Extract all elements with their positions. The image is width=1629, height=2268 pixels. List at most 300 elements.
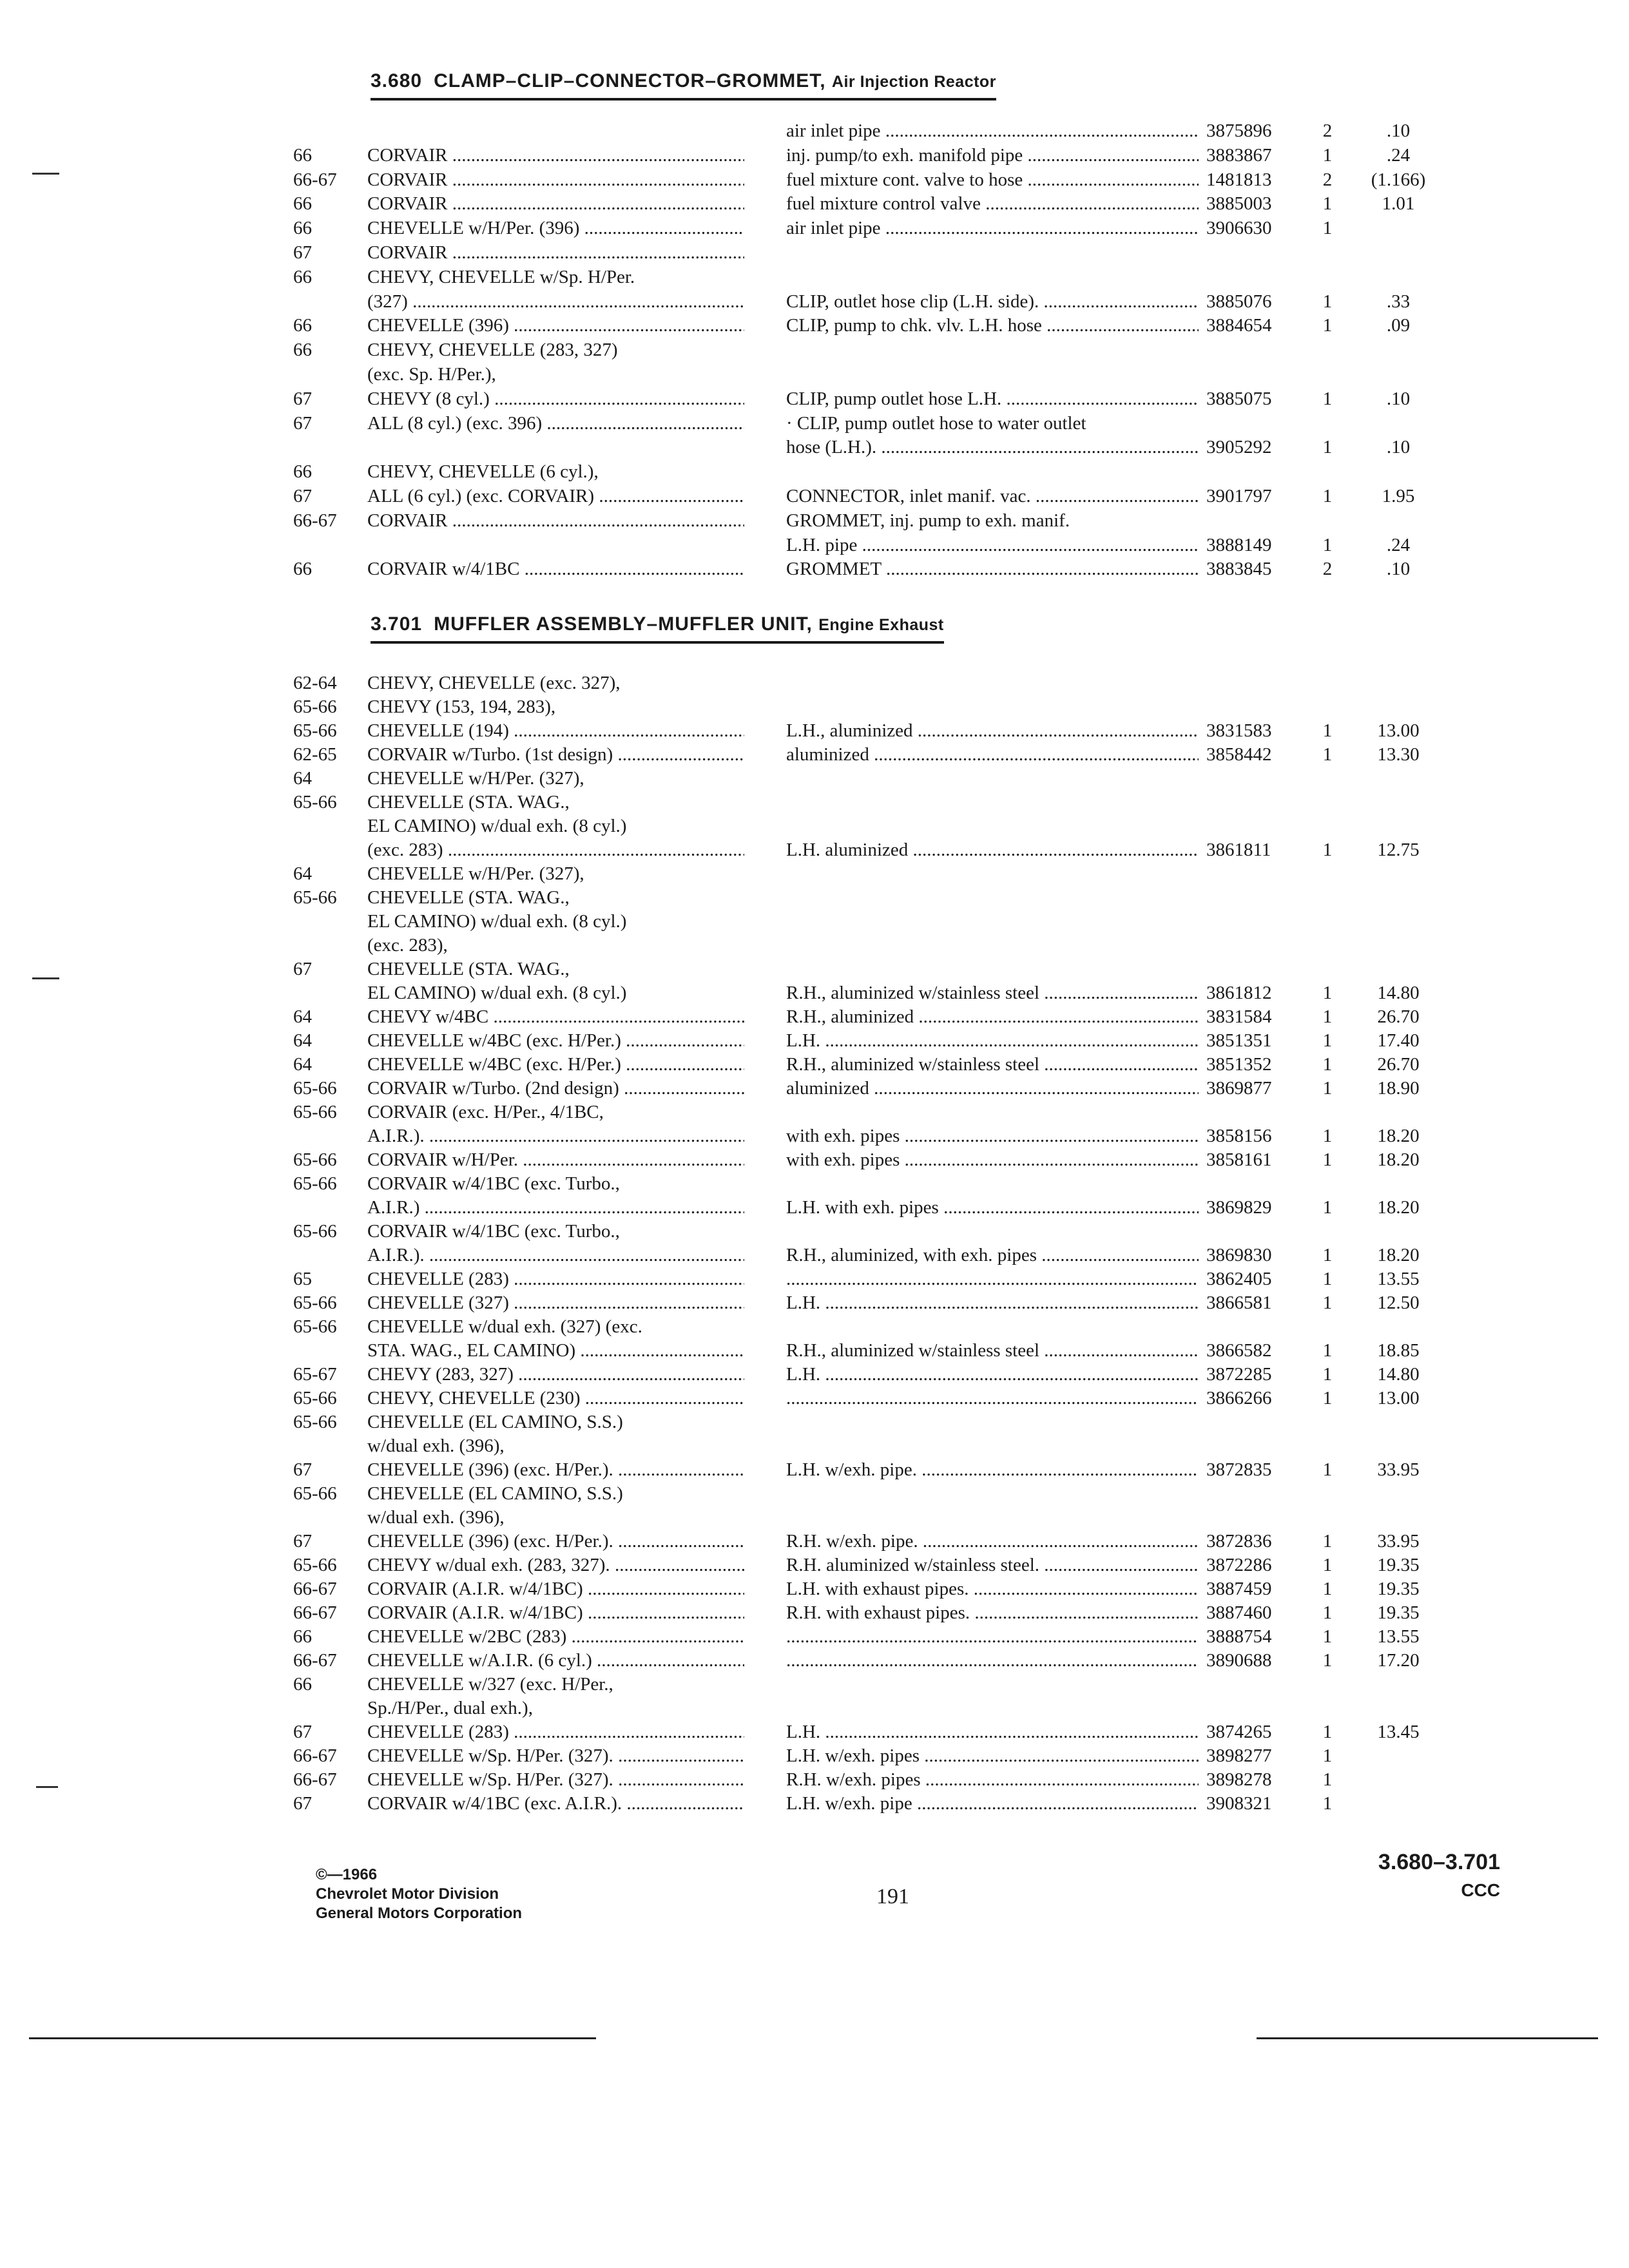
description-cell [786, 1267, 1199, 1291]
description-cell [786, 1648, 1199, 1673]
description-cell: inj. pump/to exh. manifold pipe ..... [786, 143, 1199, 168]
year-cell: 65-66 [293, 1483, 337, 1504]
quantity-cell: 1 [1322, 1149, 1333, 1170]
model-cell: CHEVY, CHEVELLE (6 cyl.), [367, 461, 599, 483]
price-cell: 13.55 [1377, 1626, 1420, 1647]
table-row [0, 1505, 1629, 1530]
description-cell: · CLIP, pump outlet hose to water outlet [786, 412, 1086, 434]
table-row [0, 1314, 1629, 1339]
year-cell: 65-66 [293, 1149, 337, 1170]
table-row [0, 1076, 1629, 1100]
model-cell: CHEVY, CHEVELLE w/Sp. H/Per. [367, 266, 635, 287]
price-cell: 1.95 [1382, 486, 1415, 506]
year-cell: 65-66 [293, 1173, 337, 1194]
quantity-cell: 1 [1322, 1197, 1333, 1218]
price-cell: 14.80 [1377, 983, 1420, 1003]
quantity-cell: 1 [1322, 1293, 1333, 1313]
section-heading: CLAMP–CLIP–CONNECTOR–GROMMET, [434, 70, 826, 91]
part-number-cell: 3866581 [1206, 1293, 1272, 1313]
table-row [0, 1577, 1629, 1601]
table-row [0, 1028, 1629, 1053]
quantity-cell: 1 [1322, 1626, 1333, 1647]
model-cell: (exc. 283) ..... [367, 838, 744, 862]
part-number-cell: 1481813 [1206, 169, 1272, 190]
model-cell: CHEVY (8 cyl.) ..... [367, 387, 744, 411]
part-number-cell: 3872285 [1206, 1364, 1272, 1385]
price-cell: .24 [1386, 534, 1411, 555]
quantity-cell: 1 [1322, 1555, 1333, 1575]
price-cell: (1.166) [1371, 169, 1426, 190]
part-number-cell: 3887459 [1206, 1579, 1272, 1599]
description-cell: R.H., aluminized ..... [786, 1004, 1199, 1029]
table-row [0, 411, 1629, 436]
model-cell: CHEVELLE w/A.I.R. (6 cyl.) ..... [367, 1648, 744, 1673]
table-row [0, 1362, 1629, 1387]
year-cell: 66-67 [293, 1745, 337, 1766]
model-cell: CHEVELLE (EL CAMINO, S.S.) [367, 1483, 623, 1504]
price-cell: 26.70 [1377, 1054, 1420, 1075]
description-cell: R.H. w/exh. pipe. ..... [786, 1529, 1199, 1553]
table-row [0, 459, 1629, 484]
model-cell: CORVAIR ..... [367, 240, 744, 265]
model-cell: CORVAIR (A.I.R. w/4/1BC) ..... [367, 1577, 744, 1601]
price-cell: 18.20 [1377, 1126, 1420, 1146]
table-row [0, 861, 1629, 886]
description-cell [786, 1624, 1199, 1649]
quantity-cell: 1 [1322, 193, 1333, 215]
description-cell [786, 1386, 1199, 1410]
model-cell: Sp./H/Per., dual exh.), [367, 1698, 533, 1718]
price-cell: 19.35 [1377, 1579, 1420, 1599]
quantity-cell: 1 [1322, 486, 1333, 506]
price-cell: 33.95 [1377, 1531, 1420, 1552]
table-row [0, 838, 1629, 862]
model-cell: CHEVELLE w/Sp. H/Per. (327). ..... [367, 1744, 744, 1768]
price-cell: .24 [1386, 144, 1411, 166]
price-cell: 12.50 [1377, 1293, 1420, 1313]
table-row [0, 1148, 1629, 1172]
table-row [0, 766, 1629, 791]
year-cell: 64 [293, 768, 312, 789]
year-cell: 66 [293, 218, 312, 239]
table-row [0, 933, 1629, 957]
year-cell: 65-66 [293, 1388, 337, 1408]
description-cell: L.H. aluminized ..... [786, 838, 1199, 862]
model-cell: ALL (8 cyl.) (exc. 396) ..... [367, 411, 744, 436]
price-cell: 18.20 [1377, 1245, 1420, 1265]
model-cell: CORVAIR ..... [367, 191, 744, 216]
table-row [0, 289, 1629, 314]
description-cell: L.H. with exh. pipes ..... [786, 1195, 1199, 1220]
description-cell: L.H. w/exh. pipe. ..... [786, 1457, 1199, 1482]
table-row [0, 718, 1629, 743]
part-number-cell: 3885003 [1206, 193, 1272, 215]
part-number-cell: 3858156 [1206, 1126, 1272, 1146]
table-row [0, 1648, 1629, 1673]
price-cell: 14.80 [1377, 1364, 1420, 1385]
price-cell: 26.70 [1377, 1006, 1420, 1027]
year-cell: 67 [293, 1459, 312, 1480]
quantity-cell: 1 [1322, 144, 1333, 166]
model-cell: w/dual exh. (396), [367, 1436, 505, 1456]
model-cell: CHEVY (153, 194, 283), [367, 697, 556, 717]
section-title [371, 64, 996, 101]
year-cell: 67 [293, 1793, 312, 1814]
part-number-cell: 3883845 [1206, 559, 1272, 580]
year-cell: 64 [293, 863, 312, 884]
description-cell: R.H., aluminized w/stainless steel ..... [786, 981, 1199, 1005]
description-cell: R.H. w/exh. pipes ..... [786, 1767, 1199, 1792]
model-cell: CHEVELLE (396) ..... [367, 313, 744, 338]
part-number-cell: 3890688 [1206, 1650, 1272, 1671]
year-cell: 67 [293, 486, 312, 506]
quantity-cell: 2 [1322, 120, 1333, 141]
year-cell: 66 [293, 1674, 312, 1695]
table-row [0, 1052, 1629, 1077]
model-cell: w/dual exh. (396), [367, 1507, 505, 1528]
table-row [0, 1171, 1629, 1196]
model-cell: CHEVELLE w/H/Per. (327), [367, 768, 584, 789]
table-row [0, 1410, 1629, 1434]
quantity-cell: 1 [1322, 983, 1333, 1003]
quantity-cell: 1 [1322, 1579, 1333, 1599]
model-cell: CORVAIR w/4/1BC (exc. Turbo., [367, 1221, 620, 1242]
model-cell: CHEVELLE (STA. WAG., [367, 792, 570, 812]
quantity-cell: 1 [1322, 437, 1333, 458]
part-number-cell: 3908321 [1206, 1793, 1272, 1814]
table-row [0, 909, 1629, 934]
model-cell: CHEVELLE w/H/Per. (396) ..... [367, 216, 744, 240]
model-cell: CORVAIR w/4/1BC (exc. Turbo., [367, 1173, 620, 1194]
division-name: Chevrolet Motor Division [316, 1885, 499, 1903]
part-number-cell: 3861812 [1206, 983, 1272, 1003]
year-cell: 65-66 [293, 1102, 337, 1122]
price-cell: 18.20 [1377, 1149, 1420, 1170]
part-number-cell: 3861811 [1206, 840, 1271, 860]
description-cell: air inlet pipe ..... [786, 119, 1199, 143]
quantity-cell: 1 [1322, 1269, 1333, 1289]
model-cell: CORVAIR w/H/Per. ..... [367, 1148, 744, 1172]
description-cell: GROMMET, inj. pump to exh. manif. [786, 510, 1070, 531]
description-cell: L.H. ..... [786, 1291, 1199, 1315]
year-cell: 66-67 [293, 1602, 337, 1623]
description-cell: R.H., aluminized w/stainless steel ..... [786, 1052, 1199, 1077]
quantity-cell: 1 [1322, 291, 1333, 312]
table-row [0, 1243, 1629, 1267]
model-cell: EL CAMINO) w/dual exh. (8 cyl.) [367, 816, 627, 836]
model-cell: CORVAIR ..... [367, 168, 744, 192]
year-cell: 65-66 [293, 1555, 337, 1575]
model-cell: CHEVELLE (283) ..... [367, 1720, 744, 1744]
quantity-cell: 1 [1322, 1078, 1333, 1099]
model-cell: CHEVELLE (396) (exc. H/Per.). ..... [367, 1529, 744, 1553]
year-cell: 65-66 [293, 1221, 337, 1242]
model-cell: CHEVELLE w/327 (exc. H/Per., [367, 1674, 613, 1695]
part-number-cell: 3872836 [1206, 1531, 1272, 1552]
part-number-cell: 3858161 [1206, 1149, 1272, 1170]
model-cell: CHEVELLE (283) ..... [367, 1267, 744, 1291]
table-row [0, 265, 1629, 289]
table-row [0, 1767, 1629, 1792]
corporation-name: General Motors Corporation [316, 1905, 523, 1922]
table-row [0, 695, 1629, 719]
description-cell: CLIP, outlet hose clip (L.H. side). ..... [786, 289, 1199, 314]
quantity-cell: 1 [1322, 1745, 1333, 1766]
part-number-cell: 3851352 [1206, 1054, 1272, 1075]
year-cell: 66-67 [293, 1579, 337, 1599]
quantity-cell: 1 [1322, 1602, 1333, 1623]
year-cell: 66 [293, 193, 312, 215]
quantity-cell: 1 [1322, 1388, 1333, 1408]
quantity-cell: 1 [1322, 315, 1333, 336]
table-row [0, 790, 1629, 814]
year-cell: 67 [293, 388, 312, 409]
quantity-cell: 1 [1322, 840, 1333, 860]
description-cell: fuel mixture control valve ..... [786, 191, 1199, 216]
year-cell: 64 [293, 1006, 312, 1027]
quantity-cell: 1 [1322, 720, 1333, 741]
price-cell: 18.20 [1377, 1197, 1420, 1218]
part-number-cell: 3884654 [1206, 315, 1272, 336]
part-number-cell: 3905292 [1206, 437, 1272, 458]
year-cell: 62-64 [293, 673, 337, 693]
model-cell: CHEVELLE (STA. WAG., [367, 959, 570, 979]
year-cell: 66 [293, 144, 312, 166]
price-cell: 17.20 [1377, 1650, 1420, 1671]
part-number-cell: 3866582 [1206, 1340, 1272, 1361]
model-cell: STA. WAG., EL CAMINO) ..... [367, 1338, 744, 1363]
table-row [0, 742, 1629, 767]
quantity-cell: 1 [1322, 1531, 1333, 1552]
table-row [0, 313, 1629, 338]
part-number-cell: 3869830 [1206, 1245, 1272, 1265]
model-cell: (327) ..... [367, 289, 744, 314]
year-cell: 65-66 [293, 1293, 337, 1313]
description-cell: R.H. with exhaust pipes. ..... [786, 1600, 1199, 1625]
part-number-cell: 3885075 [1206, 388, 1272, 409]
table-row [0, 362, 1629, 387]
page-number: 191 [876, 1885, 909, 1908]
quantity-cell: 2 [1322, 559, 1333, 580]
year-cell: 65-66 [293, 1412, 337, 1432]
price-cell: 12.75 [1377, 840, 1420, 860]
part-number-cell: 3898277 [1206, 1745, 1272, 1766]
year-cell: 66-67 [293, 169, 337, 190]
description-cell: aluminized ..... [786, 742, 1199, 767]
section-range-block [1378, 1848, 1500, 1905]
part-number-cell: 3901797 [1206, 486, 1272, 506]
quantity-cell: 1 [1322, 1054, 1333, 1075]
description-cell: R.H., aluminized w/stainless steel ..... [786, 1338, 1199, 1363]
model-cell: A.I.R.) ..... [367, 1195, 744, 1220]
table-row [0, 1267, 1629, 1291]
table-row [0, 1195, 1629, 1220]
copyright: ©—1966 [316, 1866, 378, 1883]
description-cell: L.H. ..... [786, 1362, 1199, 1387]
description-cell: CLIP, pump to chk. vlv. L.H. hose ..... [786, 313, 1199, 338]
description-cell: aluminized ..... [786, 1076, 1199, 1100]
quantity-cell: 1 [1322, 1364, 1333, 1385]
table-row [0, 1791, 1629, 1816]
table-row [0, 143, 1629, 168]
quantity-cell: 1 [1322, 744, 1333, 765]
model-cell: CHEVY w/4BC ..... [367, 1004, 744, 1029]
model-cell: CORVAIR (A.I.R. w/4/1BC) ..... [367, 1600, 744, 1625]
price-cell: 13.45 [1377, 1722, 1420, 1742]
table-row [0, 1553, 1629, 1577]
year-cell: 66-67 [293, 1650, 337, 1671]
part-number-cell: 3869877 [1206, 1078, 1272, 1099]
year-cell: 64 [293, 1030, 312, 1051]
part-number-cell: 3851351 [1206, 1030, 1272, 1051]
year-cell: 64 [293, 1054, 312, 1075]
year-cell: 65-66 [293, 792, 337, 812]
section-number: 3.701 [371, 613, 423, 635]
year-cell: 66 [293, 1626, 312, 1647]
table-row [0, 1600, 1629, 1625]
price-cell: 13.30 [1377, 744, 1420, 765]
publisher-block [316, 1865, 522, 1923]
section-title [371, 608, 944, 644]
model-cell: CHEVELLE w/2BC (283) ..... [367, 1624, 744, 1649]
description-cell: hose (L.H.). ..... [786, 435, 1199, 459]
description-cell: L.H., aluminized ..... [786, 718, 1199, 743]
part-number-cell: 3906630 [1206, 218, 1272, 239]
year-cell: 66 [293, 340, 312, 361]
part-number-cell: 3858442 [1206, 744, 1272, 765]
price-cell: .33 [1386, 291, 1411, 312]
scan-edge-line-left [29, 2037, 596, 2039]
price-cell: .10 [1386, 559, 1411, 580]
quantity-cell: 1 [1322, 388, 1333, 409]
table-row [0, 1696, 1629, 1720]
table-row [0, 168, 1629, 192]
year-cell: 67 [293, 1722, 312, 1742]
description-cell: CLIP, pump outlet hose L.H. ..... [786, 387, 1199, 411]
price-cell: 19.35 [1377, 1602, 1420, 1623]
part-number-cell: 3883867 [1206, 144, 1272, 166]
part-number-cell: 3866266 [1206, 1388, 1272, 1408]
year-cell: 65-66 [293, 1078, 337, 1099]
part-number-cell: 3888754 [1206, 1626, 1272, 1647]
scan-edge-line-right [1257, 2037, 1598, 2039]
year-cell: 66 [293, 266, 312, 287]
year-cell: 67 [293, 959, 312, 979]
price-cell: .10 [1386, 437, 1411, 458]
table-row [0, 981, 1629, 1005]
model-cell: CHEVY (283, 327) ..... [367, 1362, 744, 1387]
table-row [0, 484, 1629, 508]
table-row [0, 1720, 1629, 1744]
year-cell: 65-67 [293, 1364, 337, 1385]
part-number-cell: 3885076 [1206, 291, 1272, 312]
quantity-cell: 1 [1322, 1340, 1333, 1361]
model-cell: ALL (6 cyl.) (exc. CORVAIR) ..... [367, 484, 744, 508]
year-cell: 67 [293, 242, 312, 263]
quantity-cell: 2 [1322, 169, 1333, 190]
part-number-cell: 3862405 [1206, 1269, 1272, 1289]
year-cell: 67 [293, 412, 312, 434]
section-heading: MUFFLER ASSEMBLY–MUFFLER UNIT, [434, 613, 813, 635]
part-number-cell: 3869829 [1206, 1197, 1272, 1218]
table-row [0, 435, 1629, 459]
part-number-cell: 3831584 [1206, 1006, 1272, 1027]
part-number-cell: 3872286 [1206, 1555, 1272, 1575]
quantity-cell: 1 [1322, 1722, 1333, 1742]
model-cell: CHEVELLE (396) (exc. H/Per.). ..... [367, 1457, 744, 1482]
description-cell: L.H. w/exh. pipe ..... [786, 1791, 1199, 1816]
quantity-cell: 1 [1322, 534, 1333, 555]
year-cell: 65-66 [293, 1316, 337, 1337]
table-row [0, 1744, 1629, 1768]
table-row [0, 216, 1629, 240]
price-cell: 13.00 [1377, 1388, 1420, 1408]
quantity-cell: 1 [1322, 1030, 1333, 1051]
part-number-cell: 3898278 [1206, 1769, 1272, 1790]
model-cell: CHEVELLE w/dual exh. (327) (exc. [367, 1316, 642, 1337]
table-row [0, 885, 1629, 910]
model-cell: CHEVELLE w/4BC (exc. H/Per.) ..... [367, 1028, 744, 1053]
quantity-cell: 1 [1322, 1245, 1333, 1265]
model-cell: (exc. Sp. H/Per.), [367, 364, 496, 385]
table-row [0, 557, 1629, 581]
table-row [0, 1624, 1629, 1649]
table-row [0, 1529, 1629, 1553]
description-cell: with exh. pipes ..... [786, 1148, 1199, 1172]
section-number: 3.680 [371, 70, 423, 91]
price-cell: .10 [1386, 388, 1411, 409]
table-row [0, 119, 1629, 143]
model-cell: CHEVY w/dual exh. (283, 327). ..... [367, 1553, 744, 1577]
model-cell: CORVAIR ..... [367, 143, 744, 168]
model-cell: A.I.R.). ..... [367, 1243, 744, 1267]
year-cell: 65-66 [293, 697, 337, 717]
table-row [0, 1100, 1629, 1124]
model-cell: CHEVY, CHEVELLE (exc. 327), [367, 673, 621, 693]
price-cell: 17.40 [1377, 1030, 1420, 1051]
model-cell: CORVAIR w/Turbo. (1st design) ..... [367, 742, 744, 767]
model-cell: CORVAIR w/4/1BC (exc. A.I.R.). ..... [367, 1791, 744, 1816]
year-cell: 65 [293, 1269, 312, 1289]
quantity-cell: 1 [1322, 1006, 1333, 1027]
table-row [0, 1672, 1629, 1696]
year-cell: 62-65 [293, 744, 337, 765]
year-cell: 66 [293, 559, 312, 580]
year-cell: 66-67 [293, 510, 337, 531]
model-cell: CORVAIR (exc. H/Per., 4/1BC, [367, 1102, 604, 1122]
model-cell: CHEVELLE w/H/Per. (327), [367, 863, 584, 884]
model-cell: CHEVY, CHEVELLE (230) ..... [367, 1386, 744, 1410]
description-cell: R.H. aluminized w/stainless steel. ..... [786, 1553, 1199, 1577]
price-cell: 13.00 [1377, 720, 1420, 741]
table-row [0, 387, 1629, 411]
part-number-cell: 3887460 [1206, 1602, 1272, 1623]
description-cell: L.H. ..... [786, 1028, 1199, 1053]
model-cell: CORVAIR ..... [367, 508, 744, 533]
table-row [0, 1219, 1629, 1244]
year-cell: 66-67 [293, 1769, 337, 1790]
model-cell: EL CAMINO) w/dual exh. (8 cyl.) [367, 911, 627, 932]
quantity-cell: 1 [1322, 218, 1333, 239]
part-number-cell: 3831583 [1206, 720, 1272, 741]
description-cell: with exh. pipes ..... [786, 1124, 1199, 1148]
model-cell: EL CAMINO) w/dual exh. (8 cyl.) [367, 983, 627, 1003]
price-cell: .09 [1386, 315, 1411, 336]
table-row [0, 1434, 1629, 1458]
model-cell: CHEVY, CHEVELLE (283, 327) [367, 340, 618, 361]
section-subtitle: Engine Exhaust [818, 616, 944, 634]
model-cell: CHEVELLE (EL CAMINO, S.S.) [367, 1412, 623, 1432]
